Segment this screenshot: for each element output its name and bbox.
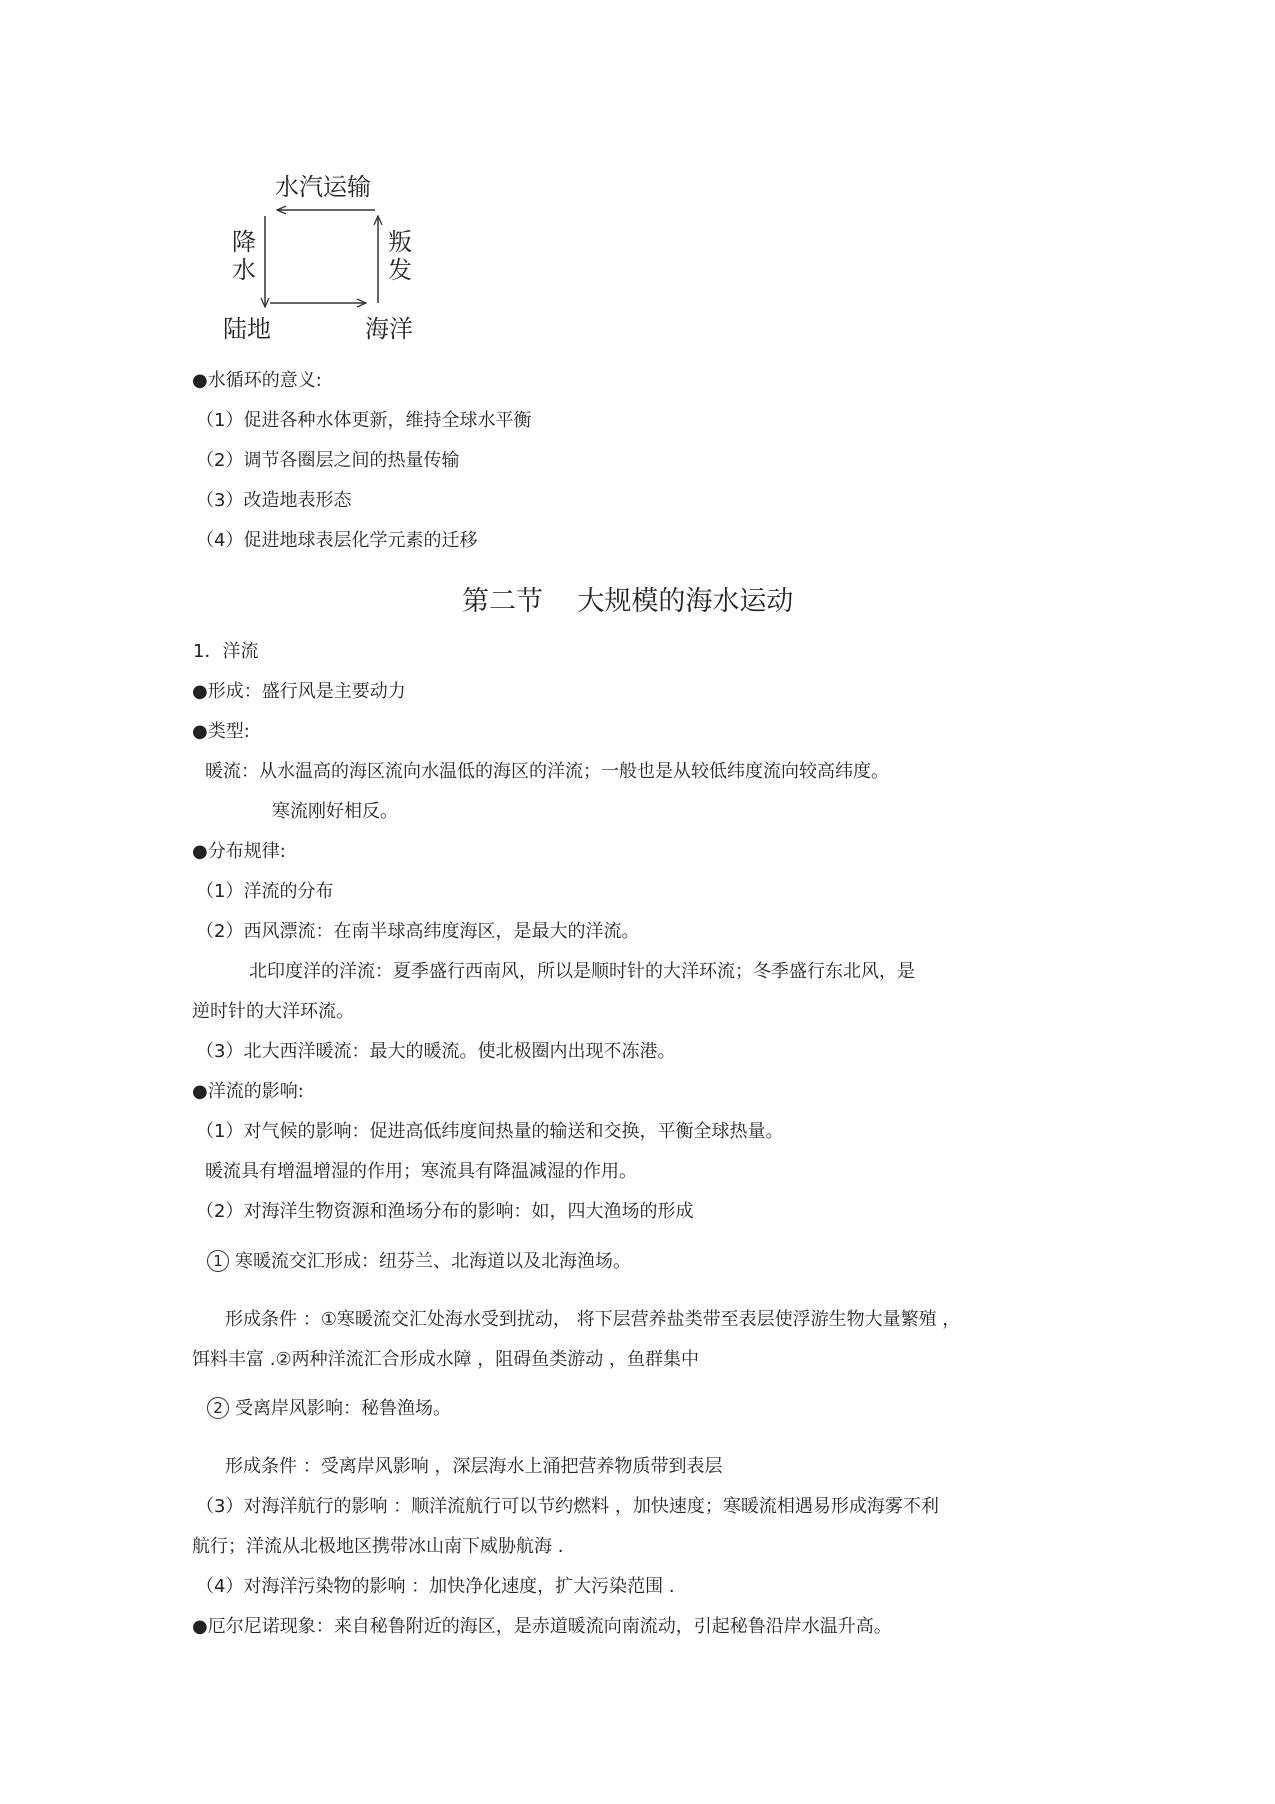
bullet-distribution: ●分布规律: [192,841,286,862]
significance-item: （2）调节各圈层之间的热量传输 [196,450,460,471]
fishery-type-2-text: 受离岸风影响：秘鲁渔场。 [235,1398,451,1419]
fishery-type-1 [207,1250,631,1274]
cold-current-definition: 寒流刚好相反。 [272,801,398,822]
significance-item: （1）促进各种水体更新，维持全球水平衡 [196,410,532,431]
formation-condition-cont: 饵料丰富 .②两种洋流汇合形成水障 ，阻碍鱼类游动 ，鱼群集中 [192,1349,700,1370]
topic-title: 1．洋流 [193,641,259,662]
distribution-item: （2）西风漂流：在南半球高纬度海区，是最大的洋流。 [196,921,640,942]
influence-climate-note: 暖流具有增温增湿的作用；寒流具有降温减湿的作用。 [205,1161,637,1182]
water-cycle-diagram [220,170,440,355]
north-indian-ocean-text-cont: 逆时针的大洋环流。 [192,1001,354,1022]
distribution-item: （3）北大西洋暖流：最大的暖流。使北极圈内出现不冻港。 [196,1041,676,1062]
influence-item: （3）对海洋航行的影响 ：顺洋流航行可以节约燃料 ，加快速度；寒暖流相遇易形成海雾不利 [196,1496,939,1517]
distribution-item: （1）洋流的分布 [196,881,334,902]
bullet-el-nino: ●厄尔尼诺现象：来自秘鲁附近的海区，是赤道暖流向南流动，引起秘鲁沿岸水温升高。 [192,1616,892,1637]
fishery-type-2 [207,1397,451,1421]
label-precipitation: 降水 [232,228,256,284]
label-evaporation: 叛发 [388,228,412,284]
influence-navigation-cont: 航行；洋流从北极地区携带冰山南下威胁航海 . [192,1536,564,1557]
significance-title: ●水循环的意义: [192,370,322,391]
bullet-influence: ●洋流的影响: [192,1081,304,1102]
bullet-types: ●类型: [192,721,250,742]
fishery-type-1-text: 寒暖流交汇形成：纽芬兰、北海道以及北海渔场。 [235,1251,631,1272]
circled-number-2: 2 [207,1397,229,1419]
bullet-formation: ●形成：盛行风是主要动力 [192,681,406,702]
section-heading: 第二节 大规模的海水运动 [462,586,794,617]
significance-item: （4）促进地球表层化学元素的迁移 [196,530,478,551]
significance-item: （3）改造地表形态 [196,490,352,511]
north-indian-ocean-text: 北印度洋的洋流：夏季盛行西南风，所以是顺时针的大洋环流；冬季盛行东北风，是 [249,961,915,982]
circled-number-1: 1 [207,1250,229,1272]
formation-condition: 形成条件 ：①寒暖流交汇处海水受到扰动， 将下层营养盐类带至表层使浮游生物大量繁殖 ， [225,1309,961,1330]
label-vapor-transport: 水汽运输 [275,173,371,201]
formation-condition: 形成条件 ：受离岸风影响 ，深层海水上涌把营养物质带到表层 [225,1456,723,1477]
warm-current-definition: 暖流：从水温高的海区流向水温低的海区的洋流；一般也是从较低纬度流向较高纬度。 [205,761,889,782]
label-ocean: 海洋 [365,315,413,343]
label-land: 陆地 [223,315,271,343]
influence-item: （4）对海洋污染物的影响 ：加快净化速度，扩大污染范围 . [196,1576,675,1597]
influence-item: （2）对海洋生物资源和渔场分布的影响：如，四大渔场的形成 [196,1201,694,1222]
influence-item: （1）对气候的影响：促进高低纬度间热量的输送和交换，平衡全球热量。 [196,1121,784,1142]
